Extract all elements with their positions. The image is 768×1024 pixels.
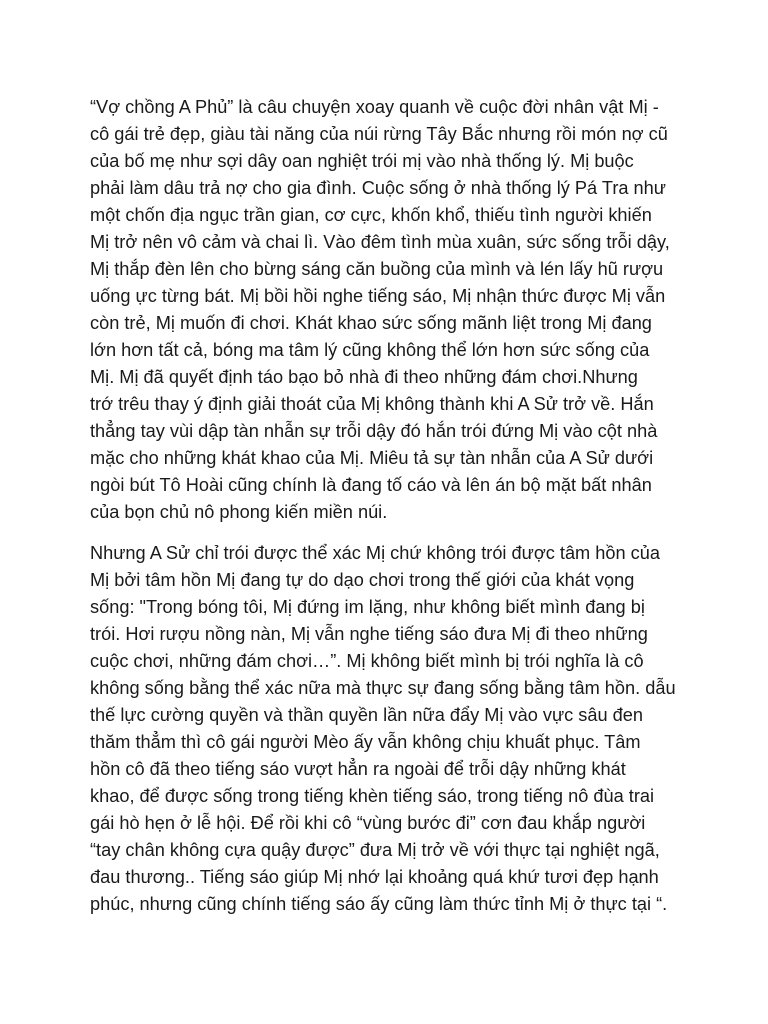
- text-line: “Vợ chồng A Phủ” là câu chuyện xoay quanh về cuộc đời nhân vật Mị -: [90, 97, 659, 117]
- text-line: trớ trêu thay ý định giải thoát của Mị không thành khi A Sử trở về. Hắn: [90, 394, 654, 414]
- text-line: Mị trở nên vô cảm và chai lì. Vào đêm tình mùa xuân, sức sống trỗi dậy,: [90, 232, 670, 252]
- text-line: phúc, nhưng cũng chính tiếng sáo ấy cũng làm thức tỉnh Mị ở thực tại “.: [90, 894, 668, 914]
- text-line: Mị. Mị đã quyết định táo bạo bỏ nhà đi theo những đám chơi.Nhưng: [90, 367, 638, 387]
- text-line: sống: "Trong bóng tôi, Mị đứng im lặng, như không biết mình đang bị: [90, 597, 645, 617]
- text-line: còn trẻ, Mị muốn đi chơi. Khát khao sức sống mãnh liệt trong Mị đang: [90, 313, 652, 333]
- text-line: lớn hơn tất cả, bóng ma tâm lý cũng không thể lớn hơn sức sống của: [90, 340, 650, 360]
- document-page: [90, 94, 690, 932]
- text-line: Mị thắp đèn lên cho bừng sáng căn buồng của mình và lén lấy hũ rượu: [90, 259, 664, 279]
- text-line: uống ực từng bát. Mị bồi hồi nghe tiếng sáo, Mị nhận thức được Mị vẫn: [90, 286, 666, 306]
- text-line: Nhưng A Sử chỉ trói được thể xác Mị chứ không trói được tâm hồn của: [90, 543, 660, 563]
- text-line: ngòi bút Tô Hoài cũng chính là đang tố cáo và lên án bộ mặt bất nhân: [90, 475, 652, 495]
- text-line: mặc cho những khát khao của Mị. Miêu tả sự tàn nhẫn của A Sử dưới: [90, 448, 654, 468]
- paragraph-2: [90, 540, 690, 918]
- text-line: phải làm dâu trả nợ cho gia đình. Cuộc sống ở nhà thống lý Pá Tra như: [90, 178, 666, 198]
- text-line: cô gái trẻ đẹp, giàu tài năng của núi rừng Tây Bắc nhưng rồi món nợ cũ: [90, 124, 668, 144]
- text-line: “tay chân không cựa quậy được” đưa Mị trở về với thực tại nghiệt ngã,: [90, 840, 660, 860]
- text-line: khao, để được sống trong tiếng khèn tiếng sáo, trong tiếng nô đùa trai: [90, 786, 655, 806]
- text-line: hồn cô đã theo tiếng sáo vượt hẳn ra ngoài để trỗi dậy những khát: [90, 759, 626, 779]
- text-line: một chốn địa ngục trần gian, cơ cực, khốn khổ, thiếu tình người khiến: [90, 205, 652, 225]
- text-line: thăm thẳm thì cô gái người Mèo ấy vẫn không chịu khuất phục. Tâm: [90, 732, 641, 752]
- text-line: trói. Hơi rượu nồng nàn, Mị vẫn nghe tiếng sáo đưa Mị đi theo những: [90, 624, 648, 644]
- text-line: cuộc chơi, những đám chơi…”. Mị không biết mình bị trói nghĩa là cô: [90, 651, 644, 671]
- text-line: đau thương.. Tiếng sáo giúp Mị nhớ lại khoảng quá khứ tươi đẹp hạnh: [90, 867, 659, 887]
- text-line: Mị bởi tâm hồn Mị đang tự do dạo chơi trong thế giới của khát vọng: [90, 570, 635, 590]
- text-line: thế lực cường quyền và thần quyền lần nữa đẩy Mị vào vực sâu đen: [90, 705, 644, 725]
- text-line: không sống bằng thể xác nữa mà thực sự đang sống bằng tâm hồn. dẫu: [90, 678, 676, 698]
- text-line: thẳng tay vùi dập tàn nhẫn sự trỗi dậy đó hắn trói đứng Mị vào cột nhà: [90, 421, 658, 441]
- text-line: của bọn chủ nô phong kiến miền núi.: [90, 502, 388, 522]
- paragraph-1: [90, 94, 690, 526]
- text-line: của bố mẹ như sợi dây oan nghiệt trói mị vào nhà thống lý. Mị buộc: [90, 151, 634, 171]
- text-line: gái hò hẹn ở lễ hội. Để rồi khi cô “vùng bước đi” cơn đau khắp người: [90, 813, 646, 833]
